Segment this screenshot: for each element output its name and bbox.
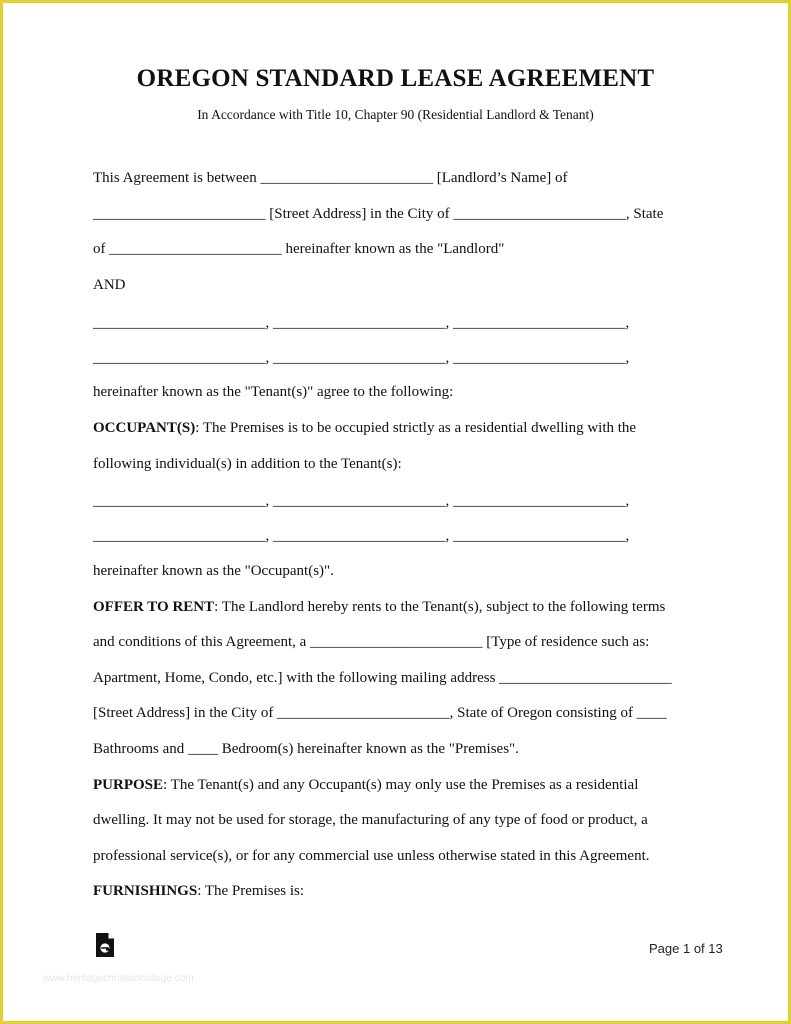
watermark-text: www.heritagechristiancollege.com (43, 973, 194, 984)
occupants-section (93, 418, 636, 438)
purpose-section (93, 775, 638, 795)
tenant-names-line-1: _______________________, _______________________, _______________________, (93, 315, 630, 331)
purpose-text: : The Tenant(s) and any Occupant(s) may only use the Premises as a residential (163, 777, 639, 793)
eforms-document-icon (95, 932, 115, 958)
offer-to-rent-line-3: Apartment, Home, Condo, etc.] with the following mailing address _______________________ (93, 670, 672, 686)
offer-to-rent-line-5: Bathrooms and ____ Bedroom(s) hereinafter known as the "Premises". (93, 741, 519, 757)
occupant-names-line-2: _______________________, _______________________, _______________________, (93, 528, 630, 544)
offer-to-rent-section (93, 597, 665, 617)
occupant-names-line-1: _______________________, _______________________, _______________________, (93, 493, 630, 509)
landlord-address-line: _______________________ [Street Address] in the City of _______________________, State (93, 206, 664, 222)
document-subtitle: In Accordance with Title 10, Chapter 90 (Residential Landlord & Tenant) (197, 107, 594, 122)
occupants-text: : The Premises is to be occupied strictly as a residential dwelling with the (195, 420, 637, 436)
offer-to-rent-line-2: and conditions of this Agreement, a _______________________ [Type of residence such as: (93, 634, 650, 650)
purpose-line-3: professional service(s), or for any commercial use unless otherwise stated in this Agreement. (93, 848, 650, 864)
occupant-designation-line: hereinafter known as the "Occupant(s)". (93, 563, 334, 579)
offer-to-rent-line-4: [Street Address] in the City of _______________________, State of Oregon consisting of ____ (93, 705, 667, 721)
page-number: Page 1 of 13 (649, 941, 723, 956)
offer-to-rent-heading: OFFER TO RENT (93, 599, 215, 615)
occupants-text-line-2: following individual(s) in addition to the Tenant(s): (93, 456, 402, 472)
furnishings-section (93, 881, 304, 901)
occupants-heading: OCCUPANT(S) (93, 420, 196, 436)
tenant-designation-line: hereinafter known as the "Tenant(s)" agree to the following: (93, 384, 454, 400)
document-title: OREGON STANDARD LEASE AGREEMENT (136, 65, 655, 92)
agreement-parties-line: This Agreement is between _______________________ [Landlord’s Name] of (93, 170, 568, 186)
and-line: AND (93, 277, 126, 293)
landlord-state-line: of _______________________ hereinafter known as the "Landlord" (93, 241, 505, 257)
purpose-line-2: dwelling. It may not be used for storage, the manufacturing of any type of food or product, a (93, 812, 648, 828)
purpose-heading: PURPOSE (93, 777, 164, 793)
tenant-names-line-2: _______________________, _______________________, _______________________, (93, 350, 630, 366)
offer-to-rent-text: : The Landlord hereby rents to the Tenant(s), subject to the following terms (214, 599, 666, 615)
furnishings-heading: FURNISHINGS (93, 883, 198, 899)
furnishings-text: : The Premises is: (197, 883, 304, 899)
